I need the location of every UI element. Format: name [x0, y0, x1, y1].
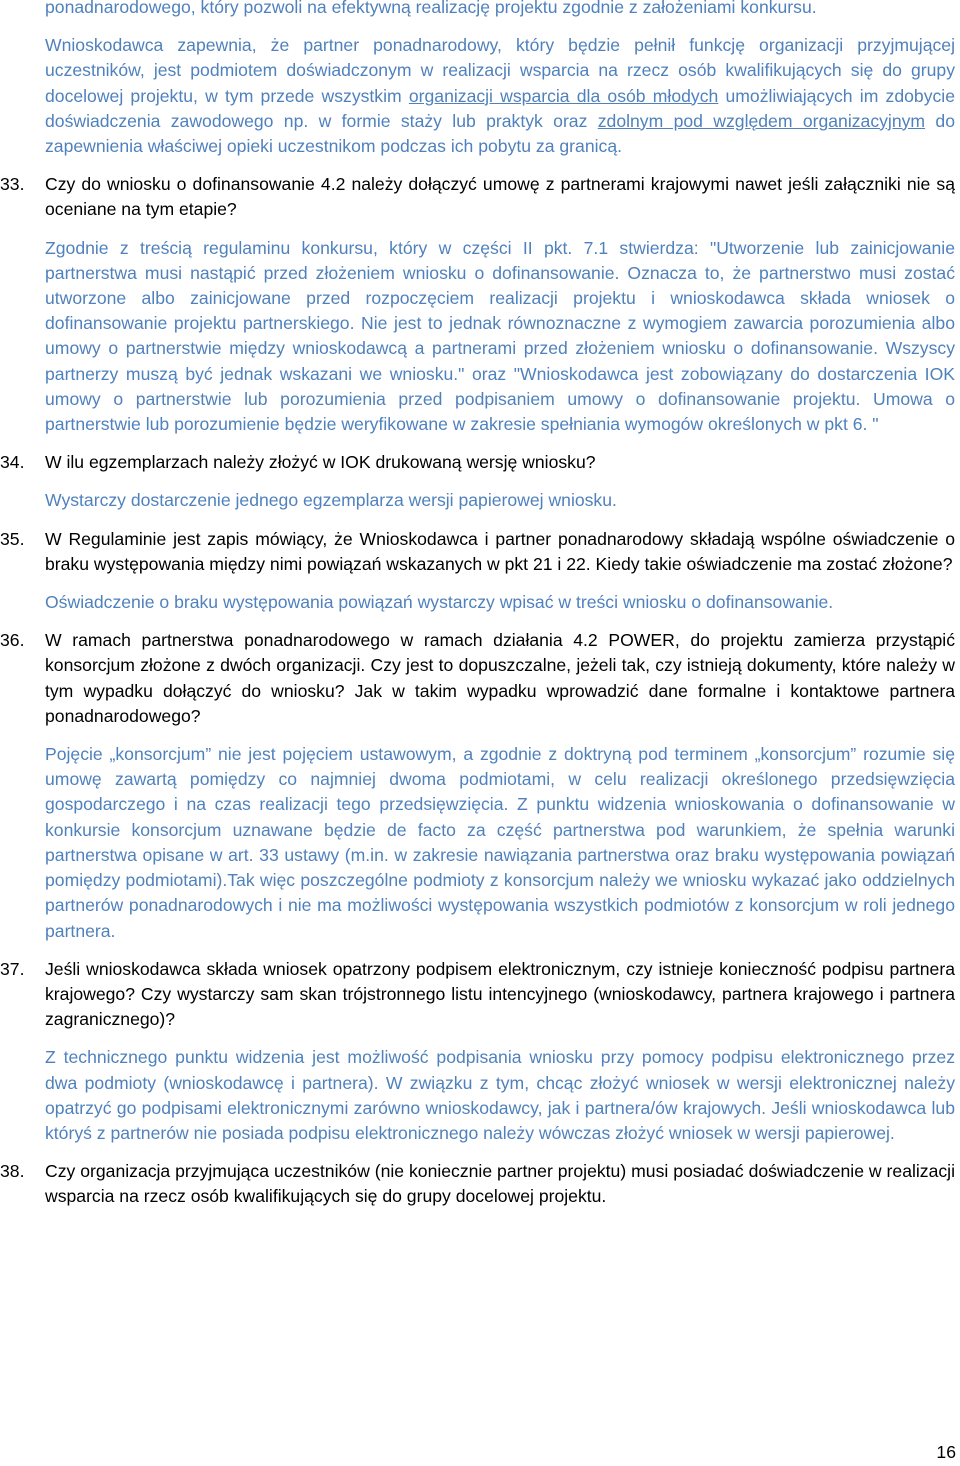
page-number: 16 — [936, 1442, 956, 1462]
question-number: 38. — [0, 1161, 25, 1182]
answer-35: Oświadczenie o braku występowania powiązań wystarczy wpisać w treści wniosku o dofinansowanie. — [45, 592, 834, 613]
question-text: W ramach partnerstwa ponadnarodowego w ramach działania 4.2 POWER, do projektu zamierza przystąpić konsorcjum złożone z dwóch organizacji. Czy jest to dopuszczalne, jeżeli tak, czy istnieją dokumenty, które należy w tym wypadku dołączyć do wniosku? Jak w takim wypadku wprowadzić dane formalne i kontaktowe partnera ponadnarodowego? — [45, 630, 955, 726]
intro-paragraph-continued: ponadnarodowego, który pozwoli na efektywną realizację projektu zgodnie z założeniami konkursu. — [45, 0, 817, 17]
question-text: Czy do wniosku o dofinansowanie 4.2 należy dołączyć umowę z partnerami krajowymi nawet jeśli załączniki nie są oceniane na tym etapie? — [45, 174, 955, 220]
question-38 — [0, 1159, 955, 1209]
question-number: 34. — [0, 452, 25, 473]
question-text: Jeśli wnioskodawca składa wniosek opatrzony podpisem elektronicznym, czy istnieje konieczność podpisu partnera krajowego? Czy wystarczy sam skan trójstronnego listu intencyjnego (wnioskodawcy, partnera krajowego i partnera zagranicznego)? — [45, 958, 955, 1030]
question-number: 33. — [0, 174, 25, 195]
intro-underlined-phrase-2: zdolnym pod względem organizacyjnym — [597, 110, 926, 131]
question-text: W ilu egzemplarzach należy złożyć w IOK drukowaną wersję wniosku? — [45, 452, 596, 473]
question-37 — [0, 957, 955, 1033]
answer-37: Z technicznego punktu widzenia jest możliwość podpisania wniosku przy pomocy podpisu elektronicznego przez dwa podmioty (wnioskodawcę i partnera). W związku z tym, chcąc złożyć wniosek w wersji elektronicznej należy opatrzyć go podpisami elektronicznymi zarówno wnioskodawcy, jak i partnera/ów krajowych. Jeśli wnioskodawca lub któryś z partnerów nie posiada podpisu elektronicznego należy wówczas złożyć wniosek w wersji papierowej. — [45, 1047, 955, 1143]
intro-text-a: Wnioskodawca zapewnia, że partner ponadnarodowy, który będzie pełnił funkcję organizacji przyjmującej uczestników, jest podmiotem doświadczonym w realizacji wsparcia na rzecz osób kwalifikujących się do grupy docelowej projektu, w tym przede wszystkim — [45, 35, 955, 106]
question-35 — [0, 527, 955, 577]
answer-34: Wystarczy dostarczenie jednego egzemplarza wersji papierowej wniosku. — [45, 490, 617, 511]
question-number: 37. — [0, 958, 25, 979]
question-33 — [0, 172, 955, 222]
intro-underlined-phrase-1: organizacji wsparcia dla osób młodych — [408, 85, 719, 106]
question-36 — [0, 628, 955, 729]
intro-paragraph-partner — [45, 33, 955, 159]
question-34 — [0, 450, 955, 475]
question-number: 35. — [0, 528, 25, 549]
question-text: Czy organizacja przyjmująca uczestników (nie koniecznie partner projektu) musi posiadać doświadczenie w realizacji wsparcia na rzecz osób kwalifikujących się do grupy docelowej projektu. — [45, 1161, 955, 1207]
question-number: 36. — [0, 630, 25, 651]
intro-text-b: umożliwiających im zdobycie doświadczenia zawodowego np. w formie staży lub praktyk oraz — [45, 85, 955, 131]
answer-33: Zgodnie z treścią regulaminu konkursu, który w części II pkt. 7.1 stwierdza: "Utworzenie lub zainicjowanie partnerstwa musi nastąpić przed złożeniem wniosku o dofinansowanie. Oznacza to, że partnerstwo musi zostać utworzone albo zainicjowane przed rozpoczęciem realizacji projektu i wnioskodawca składa wniosek o dofinansowanie projektu partnerskiego. Nie jest to jednak równoznaczne z wymogiem zawarcia porozumienia albo umowy o partnerstwie między wnioskodawcą a partnerami przed złożeniem wniosku o dofinansowanie. Wszyscy partnerzy muszą być jednak wskazani we wniosku." oraz "Wnioskodawca jest zobowiązany do dostarczenia IOK umowy o partnerstwie lub porozumienia przed podpisaniem umowy o dofinansowanie projektu. Umowa o partnerstwie lub porozumienie będzie weryfikowane w zakresie spełniania wymogów określonych w pkt 6. " — [45, 237, 955, 435]
intro-text-c: do zapewnienia właściwej opieki uczestnikom podczas ich pobytu za granicą. — [45, 110, 955, 157]
question-text: W Regulaminie jest zapis mówiący, że Wnioskodawca i partner ponadnarodowy składają wspólne oświadczenie o braku występowania między nimi powiązań wskazanych w pkt 21 i 22. Kiedy takie oświadczenie ma zostać złożone? — [45, 528, 955, 574]
answer-36: Pojęcie „konsorcjum” nie jest pojęciem ustawowym, a zgodnie z doktryną pod terminem „konsorcjum” rozumie się umowę zawartą pomiędzy co najmniej dwoma podmiotami, w celu realizacji określonego przedsięwzięcia gospodarczego i na czas realizacji tego przedsięwzięcia. Z punktu widzenia wnioskowania o dofinansowanie w konkursie konsorcjum uznawane będzie de facto za część partnerstwa pod warunkiem, że spełnia warunki partnerstwa opisane w art. 33 ustawy (m.in. w zakresie nawiązania partnerstwa oraz braku występowania powiązań pomiędzy podmiotami).Tak więc poszczególne podmioty z konsorcjum należy we wniosku wykazać jako oddzielnych partnerów ponadnarodowych i nie ma możliwości występowania wszystkich podmiotów z konsorcjum w roli jednego partnera. — [45, 744, 955, 941]
